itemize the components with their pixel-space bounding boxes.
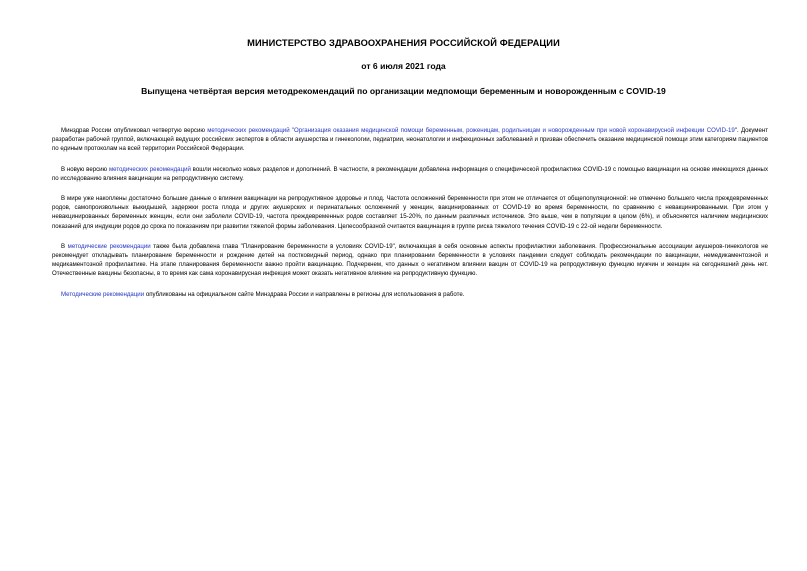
paragraph-2-text-a: В новую версию <box>61 165 109 173</box>
paragraph-4-text-b: также была добавлена глава "Планирование беременности в условиях COVID-19", включающая в себя основные аспекты профилактики заболевания. Профессиональные ассоциации акушеров-гинекологов не рекомендует откладывать планирование беременности и рождение детей на постковидный период, однако при планировании беременности в условиях пандемии следует соблюдать рекомендации по вакцинации, немедикаментозной и медикаментозной профилактике. На этапе планирования беременности важно пройти вакцинацию. Подчеркнем, что данных о негативном влиянии вакцин от COVID-19 на репродуктивную функцию мужчин и женщин на сегодняшний день нет. Отечественные вакцины безопасны, в то время как сама коронавирусная инфекция может оказать негативное влияние на репродуктивную функцию. <box>52 242 768 278</box>
paragraph-5 <box>52 290 768 299</box>
document-date: от 6 июля 2021 года <box>361 61 446 71</box>
paragraph-3: В мире уже накоплены достаточно большие данные о влиянии вакцинации на репродуктивное здоровье и плод. Частота осложнений беременности при этом не отличается от общепопуляционной: не отмечено большего числа преждевременных родов, самопроизвольных выкидышей, задержки роста плода и других акушерских и перинатальных осложнений у женщин, вакцинированных от COVID-19 во время беременности, по сравнению с невакцинированными. При этом у невакцинированных беременных женщин, если они заболели COVID-19, частота преждевременных родов составляет 15-20%, по данным различных источников. Это выше, чем в популяции в целом (6%), и объясняется наличием медицинских показаний для индукции родов до срока по показаниям при развитии тяжелой формы заболевания. Целесообразной считается вакцинация в группе риска тяжелого течения COVID-19 с 22-ой недели беременности. <box>52 195 768 230</box>
ministry-title: МИНИСТЕРСТВО ЗДРАВООХРАНЕНИЯ РОССИЙСКОЙ ФЕДЕРАЦИИ <box>247 38 560 48</box>
paragraph-4-text-a: В <box>61 242 68 250</box>
guidelines-link-4[interactable]: методические рекомендации <box>67 242 151 250</box>
paragraph-2 <box>52 165 768 183</box>
paragraph-1-text-b: ". Документ разработан рабочей группой, включающей ведущих российских экспертов в области акушерства и гинекологии, педиатрии, неонатологии и инфекционных заболеваний и призван обеспечить оказание медицинской помощи этим категориям пациентов по единым протоколам на всей территории Российской Федерации. <box>52 127 768 153</box>
guidelines-link-5[interactable]: Методические рекомендации <box>61 290 145 298</box>
paragraph-4 <box>52 242 768 279</box>
guidelines-link-2[interactable]: методических рекомендаций <box>108 165 191 173</box>
paragraph-2-text-b: вошли несколько новых разделов и дополнений. В частности, в рекомендации добавлена информация о специфической профилактике COVID-19 с помощью вакцинации на основе имеющихся данных по исследованию влияния вакцинации на репродуктивную систему. <box>52 165 768 182</box>
paragraph-5-text-b: опубликованы на официальном сайте Минздрава России и направлены в регионы для использования в работе. <box>144 290 465 298</box>
document-body <box>52 126 768 299</box>
paragraph-1 <box>52 126 768 154</box>
document-headline: Выпущена четвёртая версия методрекомендаций по организации медпомощи беременным и новорожденным с COVID-19 <box>141 86 666 96</box>
guidelines-title-link[interactable]: методических рекомендаций "Организация оказания медицинской помощи беременным, роженицам, родильницам и новорожденным при новой коронавирусной инфекции COVID-19 <box>207 127 735 134</box>
paragraph-1-text-a: Минздрав России опубликовал четвертую версию <box>61 127 208 134</box>
